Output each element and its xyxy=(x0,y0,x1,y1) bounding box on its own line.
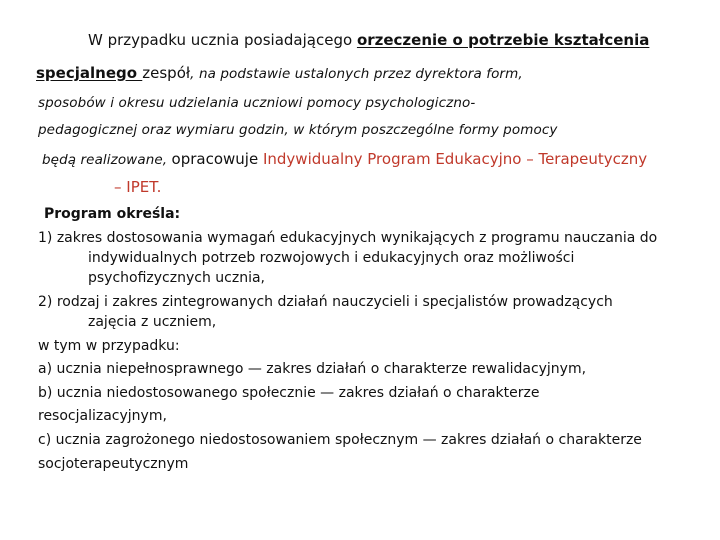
item-c-line-1: c) ucznia zagrożonego niedostosowaniem społecznym — zakres działań o charakterze xyxy=(38,432,642,448)
intro-text: W przypadku ucznia posiadającego xyxy=(88,31,357,49)
intro-term-bold: orzeczenie o potrzebie kształcenia xyxy=(356,31,650,49)
item-2-line-2: zajęcia z uczniem, xyxy=(88,314,217,330)
intro-line-6 xyxy=(114,180,161,195)
intro-italic-text: sposobów i okresu udzielania uczniowi pomocy psychologiczno- xyxy=(38,95,476,111)
intro-text: opracowuje xyxy=(171,150,263,168)
item-1-line-1: 1) zakres dostosowania wymagań edukacyjnych wynikających z programu nauczania do xyxy=(38,230,658,246)
intro-text: zespół xyxy=(142,64,191,82)
ipet-abbrev: – IPET. xyxy=(114,178,162,196)
intro-line-5 xyxy=(42,152,647,168)
ipet-title: Indywidualny Program Edukacyjno – Terapeutyczny xyxy=(262,150,648,168)
intro-line-3 xyxy=(38,97,475,111)
intro-line-1 xyxy=(88,33,649,48)
intro-line-2 xyxy=(36,66,523,82)
sub-heading: w tym w przypadku: xyxy=(38,338,180,354)
intro-line-4 xyxy=(38,124,557,138)
item-1-line-2: indywidualnych potrzeb rozwojowych i edukacyjnych oraz możliwości xyxy=(88,250,575,266)
intro-italic-text: , na podstawie ustalonych przez dyrektora form, xyxy=(190,66,523,82)
program-heading: Program określa: xyxy=(44,206,181,222)
item-c-line-2: socjoterapeutycznym xyxy=(38,456,189,472)
item-b-line-2: resocjalizacyjnym, xyxy=(38,408,167,424)
item-2-line-1: 2) rodzaj i zakres zintegrowanych działań nauczycieli i specjalistów prowadzących xyxy=(38,294,613,310)
intro-italic-text: pedagogicznej oraz wymiaru godzin, w którym poszczególne formy pomocy xyxy=(38,122,558,138)
item-b-line-1: b) ucznia niedostosowanego społecznie — zakres działań o charakterze xyxy=(38,385,540,401)
item-1-line-3: psychofizycznych ucznia, xyxy=(88,270,265,286)
item-a-line-1: a) ucznia niepełnosprawnego — zakres działań o charakterze rewalidacyjnym, xyxy=(38,361,587,377)
intro-italic-text: będą realizowane, xyxy=(42,152,172,168)
intro-term-bold-cont: specjalnego xyxy=(36,64,143,82)
